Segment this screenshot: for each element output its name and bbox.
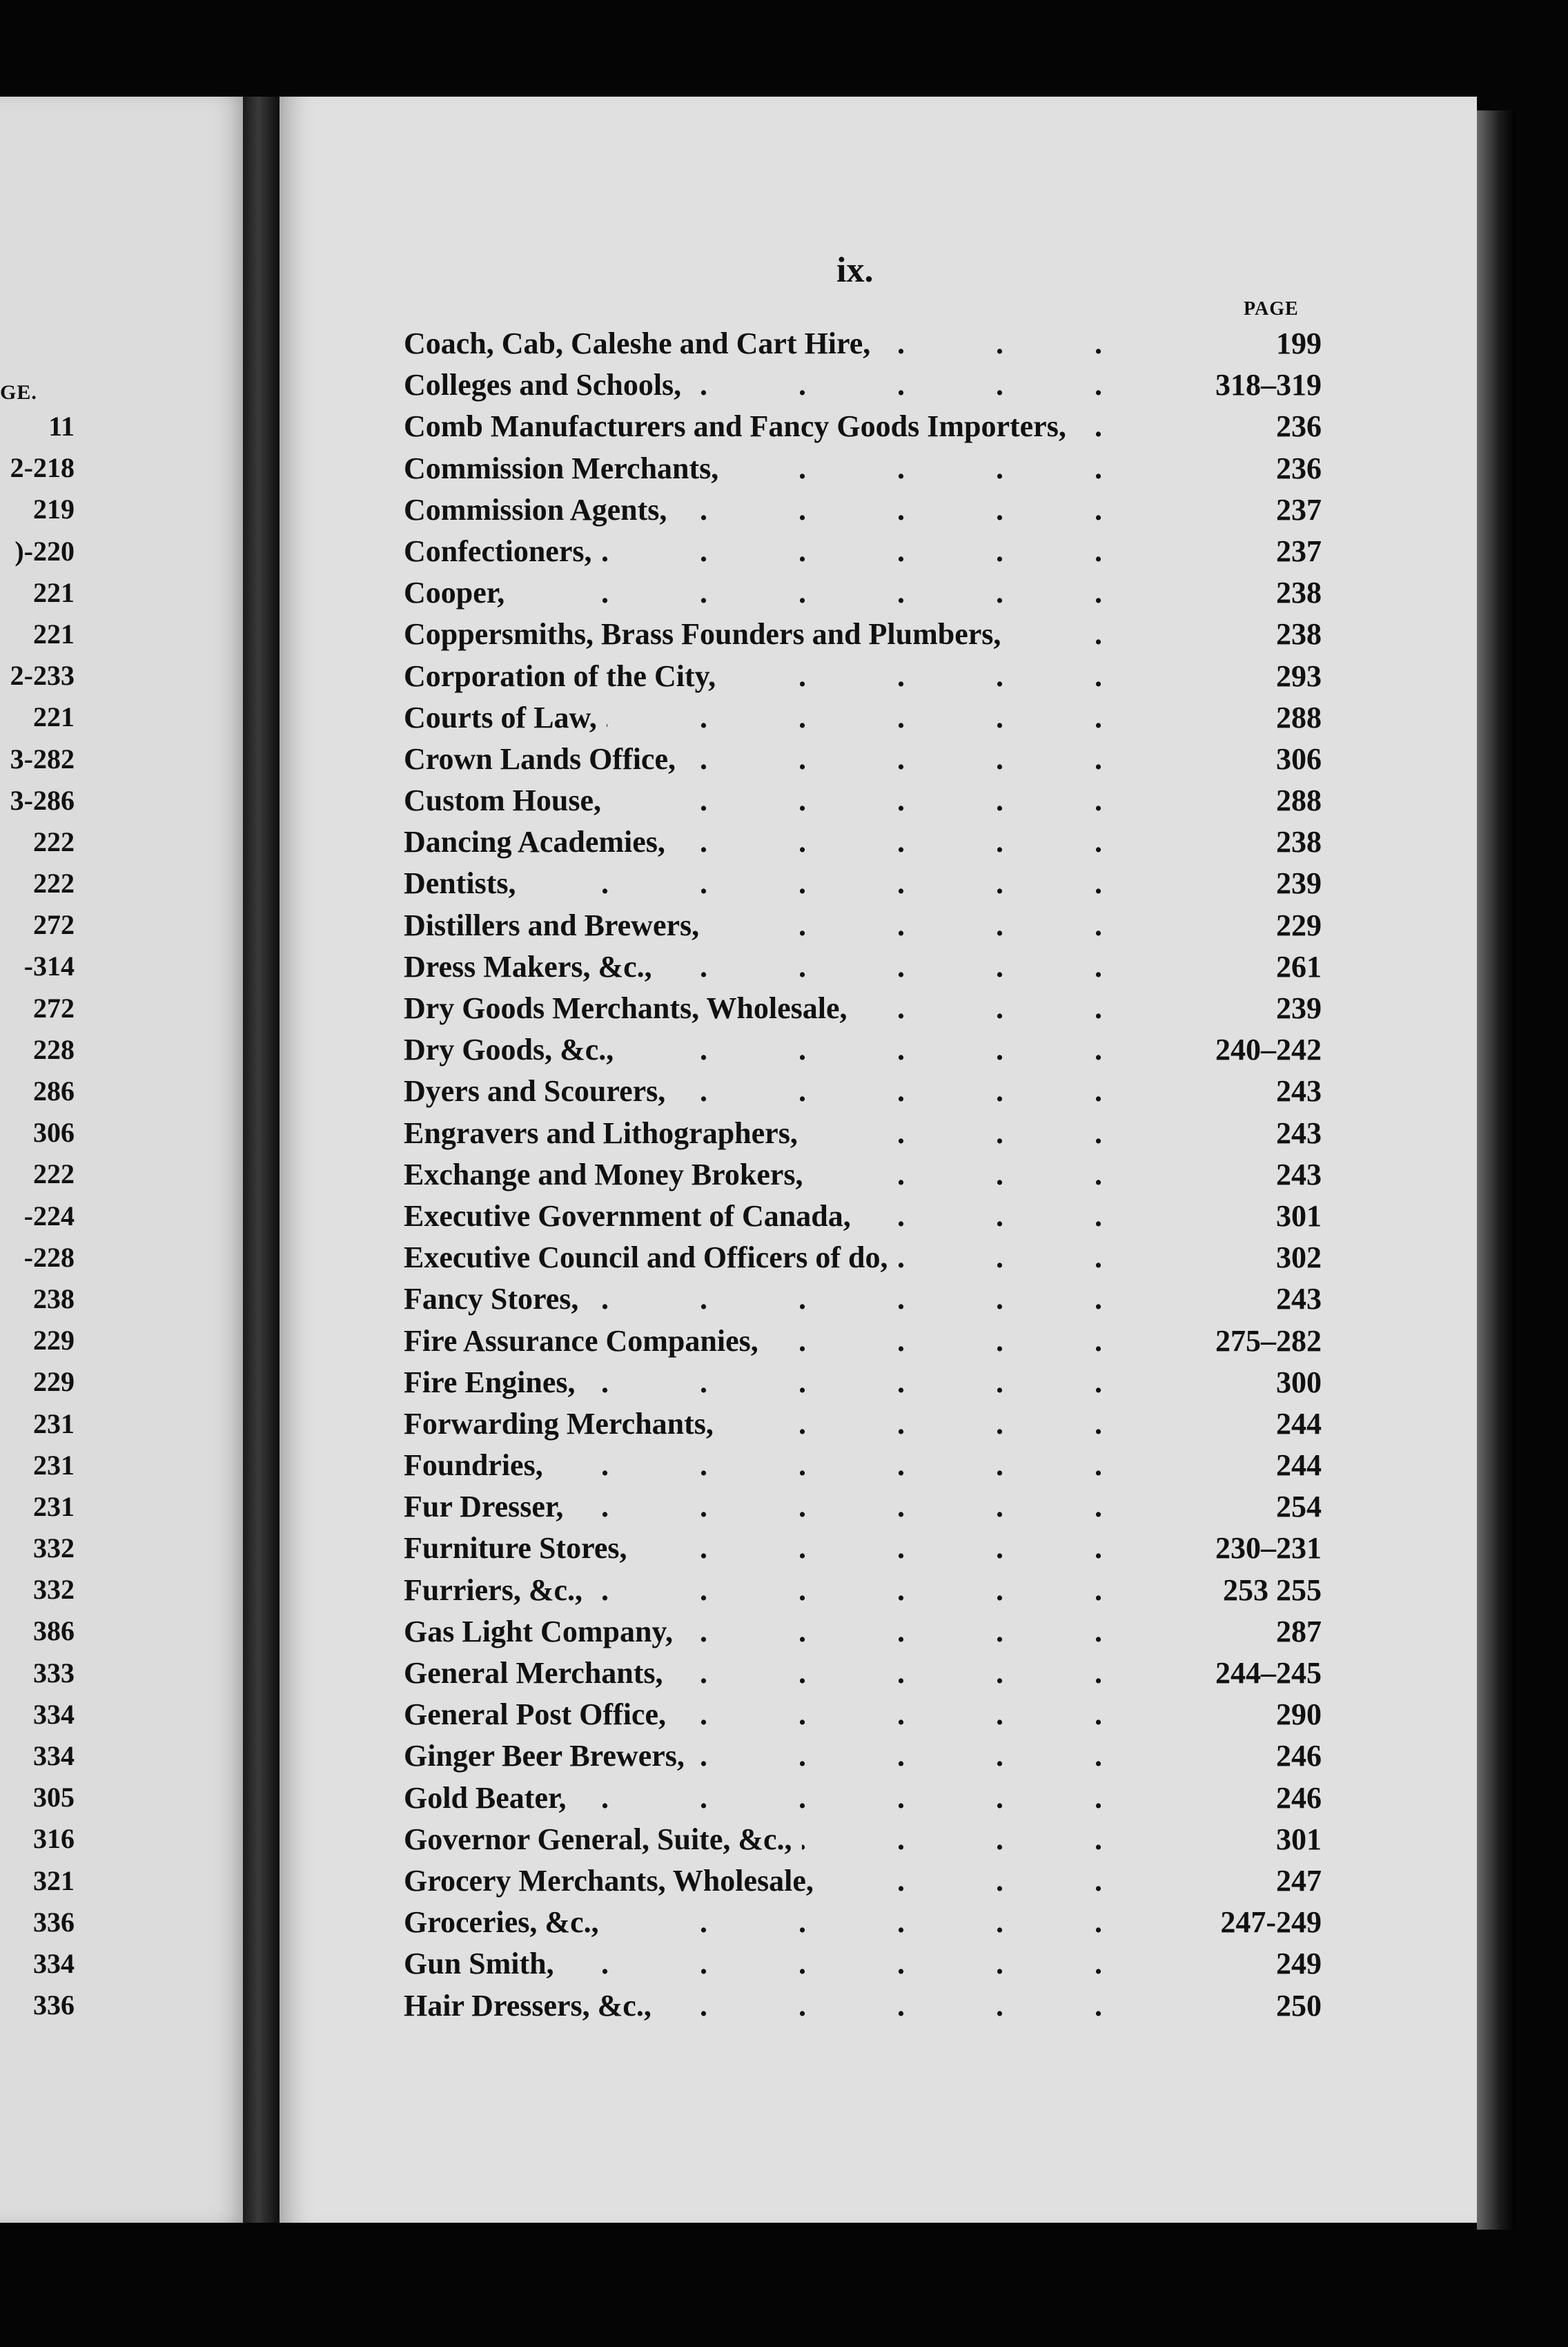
index-entry xyxy=(404,697,1322,739)
entry-page-number: 246 xyxy=(1184,1735,1322,1777)
left-page-number: 221 xyxy=(33,701,75,733)
entry-page-number: 288 xyxy=(1184,780,1322,821)
left-page-number: 272 xyxy=(33,992,75,1024)
left-page-number: 231 xyxy=(33,1449,75,1481)
entry-page-number: 275–282 xyxy=(1184,1321,1322,1362)
entry-page-number: 243 xyxy=(1184,1154,1322,1196)
entry-label: Cooper, xyxy=(404,576,514,610)
index-entry xyxy=(404,1445,1322,1486)
left-page-number: 2-233 xyxy=(10,660,75,692)
entry-page-number: 301 xyxy=(1184,1196,1322,1237)
left-page-number: 306 xyxy=(33,1117,75,1149)
book-gutter xyxy=(243,97,282,2223)
entry-label: Confectioners, xyxy=(404,534,602,568)
entry-page-number: 244 xyxy=(1184,1403,1322,1445)
entry-page-number: 290 xyxy=(1184,1694,1322,1735)
entry-label: Foundries, xyxy=(404,1448,553,1482)
left-page-number: 221 xyxy=(33,576,75,608)
entry-page-number: 293 xyxy=(1184,656,1322,697)
entry-page-number: 302 xyxy=(1184,1237,1322,1278)
entry-label: Hair Dressers, &c., xyxy=(404,1989,661,2023)
index-entry xyxy=(404,572,1322,614)
entry-page-number: 318–319 xyxy=(1184,364,1322,406)
index-entry xyxy=(404,1486,1322,1528)
left-page-number: 332 xyxy=(33,1532,75,1564)
entry-label: Dyers and Scourers, xyxy=(404,1074,675,1108)
left-page-number: 231 xyxy=(33,1490,75,1522)
index-entry xyxy=(404,1653,1322,1694)
index-entry xyxy=(404,1071,1322,1112)
entry-label: Fancy Stores, xyxy=(404,1282,588,1316)
entry-page-number: 239 xyxy=(1184,863,1322,904)
index-entry xyxy=(404,323,1322,364)
entry-page-number: 244 xyxy=(1184,1445,1322,1486)
entry-page-number: 238 xyxy=(1184,821,1322,863)
index-entry xyxy=(404,1735,1322,1777)
left-page-number: 334 xyxy=(33,1698,75,1730)
left-page-number: 222 xyxy=(33,826,75,857)
entry-label: Comb Manufacturers and Fancy Goods Importers, xyxy=(404,409,1076,443)
left-page-number: 11 xyxy=(48,411,75,442)
index-entry xyxy=(404,1694,1322,1735)
entry-label: Commission Merchants, xyxy=(404,451,728,485)
index-entry xyxy=(404,1819,1322,1860)
index-entry xyxy=(404,1985,1322,2027)
entry-page-number: 261 xyxy=(1184,946,1322,988)
entry-label: Governor General, Suite, &c., xyxy=(404,1822,802,1856)
entry-label: Distillers and Brewers, xyxy=(404,908,709,942)
entry-label: Gun Smith, xyxy=(404,1947,564,1980)
left-page-number: )-220 xyxy=(14,535,75,567)
entry-label: Coach, Cab, Caleshe and Cart Hire, xyxy=(404,327,880,360)
entry-label: Exchange and Money Brokers, xyxy=(404,1158,813,1191)
entry-label: Engravers and Lithographers, xyxy=(404,1116,807,1150)
entry-page-number: 238 xyxy=(1184,614,1322,655)
entry-label: Crown Lands Office, xyxy=(404,742,685,776)
left-page-number: 229 xyxy=(33,1325,75,1356)
index-entries xyxy=(404,323,1322,2027)
index-entry xyxy=(404,364,1322,406)
left-page-number: 316 xyxy=(33,1823,75,1855)
index-entry xyxy=(404,531,1322,572)
index-entry xyxy=(404,1278,1322,1320)
index-entry xyxy=(404,1321,1322,1362)
left-page-number: 334 xyxy=(33,1947,75,1979)
index-entry xyxy=(404,1570,1322,1611)
page-number: ix. xyxy=(836,251,874,290)
index-entry xyxy=(404,656,1322,697)
entry-label: Executive Council and Officers of do, xyxy=(404,1240,898,1274)
entry-page-number: 244–245 xyxy=(1184,1653,1322,1694)
index-entry xyxy=(404,489,1322,531)
left-page-number: -228 xyxy=(23,1241,75,1273)
index-entry xyxy=(404,1528,1322,1569)
entry-label: Dry Goods Merchants, Wholesale, xyxy=(404,991,856,1025)
entry-page-number: 237 xyxy=(1184,489,1322,531)
left-page-number: 286 xyxy=(33,1075,75,1107)
left-page-number: 219 xyxy=(33,494,75,525)
index-entry xyxy=(404,1237,1322,1278)
page-column-header: PAGE xyxy=(1244,298,1299,320)
index-entry xyxy=(404,1403,1322,1445)
entry-page-number: 236 xyxy=(1184,406,1322,447)
left-page-number: 334 xyxy=(33,1740,75,1771)
left-page-number: -314 xyxy=(23,951,75,982)
index-entry xyxy=(404,821,1322,863)
left-page-number: 336 xyxy=(33,1989,75,2021)
entry-page-number: 250 xyxy=(1184,1985,1322,2027)
index-entry xyxy=(404,1113,1322,1154)
entry-label: Grocery Merchants, Wholesale, xyxy=(404,1864,823,1898)
entry-label: Furriers, &c., xyxy=(404,1573,592,1607)
index-entry xyxy=(404,946,1322,988)
left-page-number: 238 xyxy=(33,1283,75,1314)
entry-label: General Merchants, xyxy=(404,1656,673,1690)
entry-label: Custom House, xyxy=(404,783,611,817)
entry-label: Forwarding Merchants, xyxy=(404,1407,723,1441)
entry-label: Dentists, xyxy=(404,866,526,900)
entry-page-number: 236 xyxy=(1184,448,1322,489)
entry-label: Ginger Beer Brewers, xyxy=(404,1739,694,1773)
index-entry xyxy=(404,739,1322,780)
entry-label: Gas Light Company, xyxy=(404,1615,683,1648)
index-entry xyxy=(404,1611,1322,1653)
entry-page-number: 301 xyxy=(1184,1819,1322,1860)
entry-page-number: 288 xyxy=(1184,697,1322,739)
left-page-number: 229 xyxy=(33,1366,75,1398)
index-entry xyxy=(404,1943,1322,1985)
entry-page-number: 247-249 xyxy=(1184,1902,1322,1943)
entry-page-number: 300 xyxy=(1184,1362,1322,1403)
entry-label: Coppersmiths, Brass Founders and Plumbers, xyxy=(404,617,1010,651)
index-entry xyxy=(404,448,1322,489)
entry-label: Fire Engines, xyxy=(404,1365,585,1399)
left-page-number: 321 xyxy=(33,1864,75,1896)
index-entry xyxy=(404,1154,1322,1196)
entry-label: Dancing Academies, xyxy=(404,825,675,859)
entry-label: Fur Dresser, xyxy=(404,1490,573,1523)
index-entry xyxy=(404,905,1322,946)
entry-label: Gold Beater, xyxy=(404,1781,576,1815)
entry-label: Dress Makers, &c., xyxy=(404,950,662,984)
entry-page-number: 254 xyxy=(1184,1486,1322,1528)
entry-label: General Post Office, xyxy=(404,1697,676,1731)
index-entry xyxy=(404,863,1322,904)
entry-page-number: 237 xyxy=(1184,531,1322,572)
left-page-number: 231 xyxy=(33,1408,75,1439)
entry-page-number: 243 xyxy=(1184,1278,1322,1320)
left-page-number: 2-218 xyxy=(10,452,75,484)
index-entry xyxy=(404,988,1322,1029)
index-entry xyxy=(404,1860,1322,1902)
left-page-number-column xyxy=(0,406,75,2026)
entry-page-number: 230–231 xyxy=(1184,1528,1322,1569)
index-entry xyxy=(404,1362,1322,1403)
left-page-number: 332 xyxy=(33,1574,75,1606)
index-entry xyxy=(404,1902,1322,1943)
dot-leader xyxy=(404,572,1177,614)
entry-label: Commission Agents, xyxy=(404,493,676,527)
left-page-number: 222 xyxy=(33,1158,75,1190)
entry-page-number: 199 xyxy=(1184,323,1322,364)
entry-page-number: 246 xyxy=(1184,1778,1322,1819)
entry-page-number: 240–242 xyxy=(1184,1029,1322,1071)
index-entry xyxy=(404,1196,1322,1237)
entry-label: Colleges and Schools, xyxy=(404,368,691,402)
index-entry xyxy=(404,780,1322,821)
left-page-number: 305 xyxy=(33,1782,75,1813)
index-entry xyxy=(404,1778,1322,1819)
index-entry xyxy=(404,406,1322,447)
entry-label: Furniture Stores, xyxy=(404,1531,636,1565)
left-page-number: 3-282 xyxy=(10,743,75,775)
index-entry xyxy=(404,614,1322,655)
entry-page-number: 239 xyxy=(1184,988,1322,1029)
entry-page-number: 253 255 xyxy=(1184,1570,1322,1611)
entry-page-number: 238 xyxy=(1184,572,1322,614)
left-page-number: 336 xyxy=(33,1906,75,1938)
left-page-number: 386 xyxy=(33,1615,75,1647)
entry-page-number: 243 xyxy=(1184,1071,1322,1112)
entry-page-number: 229 xyxy=(1184,905,1322,946)
entry-page-number: 247 xyxy=(1184,1860,1322,1902)
entry-page-number: 249 xyxy=(1184,1943,1322,1985)
right-page-edge xyxy=(1477,110,1515,2230)
entry-label: Dry Goods, &c., xyxy=(404,1033,623,1067)
left-page-number: 222 xyxy=(33,868,75,899)
entry-label: Groceries, &c., xyxy=(404,1905,609,1939)
entry-label: Corporation of the City, xyxy=(404,659,725,693)
left-page-number: -224 xyxy=(23,1200,75,1231)
entry-page-number: 243 xyxy=(1184,1113,1322,1154)
left-page-number: 272 xyxy=(33,909,75,941)
left-page-number: 333 xyxy=(33,1657,75,1688)
entry-page-number: 287 xyxy=(1184,1611,1322,1653)
entry-label: Fire Assurance Companies, xyxy=(404,1324,768,1358)
index-entry xyxy=(404,1029,1322,1071)
left-page-number: 3-286 xyxy=(10,784,75,816)
left-page-column-header: GE. xyxy=(0,381,37,404)
left-page-number: 221 xyxy=(33,618,75,650)
left-page-number: 228 xyxy=(33,1033,75,1065)
entry-label: Executive Government of Canada, xyxy=(404,1199,861,1233)
entry-label: Courts of Law, xyxy=(404,701,607,734)
entry-page-number: 306 xyxy=(1184,739,1322,780)
